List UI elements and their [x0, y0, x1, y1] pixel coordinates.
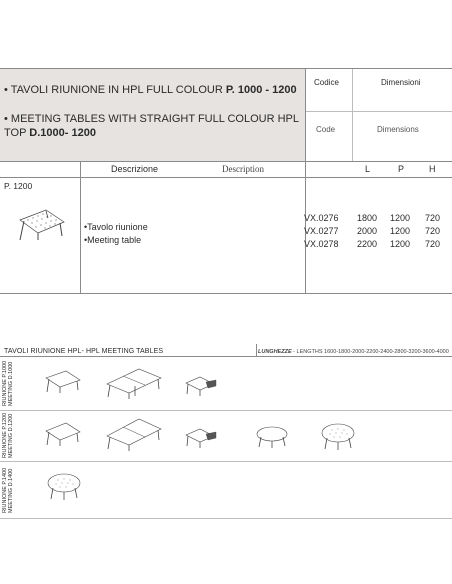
- table-double-drawing: [105, 416, 165, 452]
- title-en-line1: • MEETING TABLES WITH STRAIGHT FULL COLOUR HPL: [4, 113, 299, 125]
- table-double-drawing: [105, 366, 165, 400]
- dimensions-label: Dimensions: [377, 125, 419, 134]
- code-label: Code: [316, 125, 336, 134]
- product-row-H: 720: [425, 226, 441, 236]
- col-descrizione: Descrizione: [111, 164, 159, 174]
- product-row-code: VX.0277: [304, 226, 339, 236]
- product-row-code: VX.0276: [304, 213, 339, 223]
- dimensioni-label: Dimensioni: [381, 78, 421, 87]
- table-round-drawing: [318, 422, 358, 452]
- title-en-line2: TOP D.1000- 1200: [4, 127, 96, 139]
- product-row-P: 1200: [390, 226, 411, 236]
- table-single-drawing: [44, 368, 84, 396]
- col-description: Description: [222, 164, 264, 174]
- table-oval-drawing: [254, 424, 290, 450]
- product-row-H: 720: [425, 213, 441, 223]
- product-row-L: 1800: [357, 213, 378, 223]
- config-lengths: LUNGHEZZE - LENGTHS 1600-1800-2000-2200-2400-2800-3200-3600-4000: [258, 349, 449, 355]
- product-row-L: 2000: [357, 226, 378, 236]
- table-single-drawing: [44, 420, 84, 448]
- table-round-drawing: [44, 472, 84, 502]
- col-H: H: [429, 164, 436, 174]
- product-row-L: 2200: [357, 239, 378, 249]
- product-size-label: P. 1200: [4, 181, 33, 191]
- config-row-label: RIUNIONE P.1400 MEETING D.1400: [2, 467, 14, 513]
- product-row-P: 1200: [390, 239, 411, 249]
- table-extension-drawing: [184, 426, 218, 450]
- table-extension-drawing: [184, 374, 218, 398]
- meeting-table-drawing: [18, 206, 68, 244]
- config-title: TAVOLI RIUNIONE HPL- HPL MEETING TABLES: [4, 348, 164, 355]
- codice-label: Codice: [314, 78, 339, 87]
- product-name-it: • Tavolo riunione: [84, 222, 148, 232]
- title-it: • TAVOLI RIUNIONE IN HPL FULL COLOUR P. 1000 - 1200: [4, 84, 297, 96]
- col-L: L: [365, 164, 371, 174]
- col-P: P: [398, 164, 405, 174]
- config-row-label: RIUNIONE P.1200 MEETING D.1200: [2, 412, 14, 458]
- product-row-P: 1200: [390, 213, 411, 223]
- config-row-label: RIUNIONE P.1000 MEETING D.1000: [2, 360, 14, 406]
- product-name-en: • Meeting table: [84, 235, 141, 245]
- product-row-H: 720: [425, 239, 441, 249]
- product-row-code: VX.0278: [304, 239, 339, 249]
